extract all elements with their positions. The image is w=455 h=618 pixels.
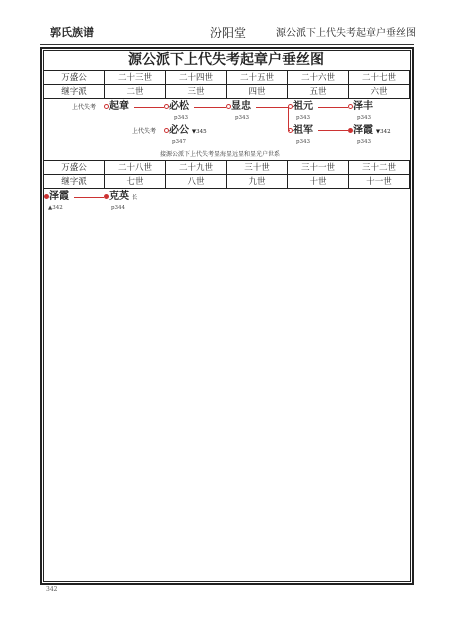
- table-cell: 继字派: [44, 85, 105, 99]
- table-cell: 二十三世: [105, 71, 166, 85]
- prefix-unknown-ancestry: 上代失考: [72, 104, 97, 111]
- tree-node-zefeng: [348, 101, 373, 113]
- page-title: 源公派下上代失考起章户垂丝图: [43, 50, 409, 71]
- node-name: 祖军: [293, 125, 313, 136]
- tree-node-keying: [104, 191, 137, 204]
- table-cell: 八世: [166, 175, 227, 189]
- table-cell: 七世: [105, 175, 166, 189]
- table-cell: 二十七世: [349, 71, 410, 85]
- prefix-unknown-ancestry: 上代失考: [132, 128, 157, 135]
- tree-node-xianzhong: [226, 101, 251, 113]
- table-cell: 二十四世: [166, 71, 227, 85]
- node-name: 必公: [169, 125, 189, 136]
- connector-line: [194, 107, 226, 108]
- table-cell: 六世: [349, 85, 410, 99]
- tree-node-zexia-continued: [44, 191, 69, 203]
- page-ref: p343: [357, 115, 372, 121]
- node-name: 显忠: [231, 101, 251, 112]
- table-row: [44, 161, 410, 175]
- table-row: [44, 175, 410, 189]
- tree-node-zexia: [348, 125, 391, 138]
- table-row: [44, 71, 410, 85]
- connector-line: [318, 107, 348, 108]
- connector-line: [318, 130, 348, 131]
- generation-table-top: [43, 70, 410, 99]
- page-number: 342: [46, 586, 58, 593]
- tree-node-qizhang: [104, 101, 129, 113]
- page-ref: p343: [174, 115, 189, 121]
- cross-ref-mark: ▲342: [48, 205, 63, 211]
- table-cell: 继字派: [44, 175, 105, 189]
- table-row: [44, 85, 410, 99]
- tree-node-bigong: [164, 125, 207, 138]
- header-chart-name: 源公派下上代失考起章户垂丝图: [276, 28, 416, 39]
- table-cell: 九世: [227, 175, 288, 189]
- connector-line: [74, 197, 104, 198]
- page-ref: p343: [235, 115, 250, 121]
- table-cell: 四世: [227, 85, 288, 99]
- generation-table-bottom: [43, 160, 410, 189]
- table-cell: 五世: [288, 85, 349, 99]
- header-genealogy-title: 郭氏族谱: [50, 26, 94, 39]
- header-divider: [40, 44, 414, 45]
- node-suffix: 长: [131, 195, 138, 201]
- header-hall-name: 汾阳堂: [210, 26, 247, 40]
- table-cell: 三十一世: [288, 161, 349, 175]
- lineage-note: 接源公派下上代失考显海显远显和显光户世系: [160, 151, 281, 158]
- tree-node-zujun: [288, 125, 313, 137]
- page-ref: p347: [172, 139, 187, 145]
- table-cell: 二十六世: [288, 71, 349, 85]
- table-cell: 十一世: [349, 175, 410, 189]
- connector-line: [256, 107, 288, 108]
- table-cell: 万盛公: [44, 71, 105, 85]
- node-name: 泽丰: [353, 101, 373, 112]
- table-cell: 二十八世: [105, 161, 166, 175]
- table-cell: 二十五世: [227, 71, 288, 85]
- cross-ref-mark: ▼342: [375, 129, 391, 135]
- page-ref: p343: [296, 115, 311, 121]
- node-name: 起章: [109, 101, 129, 112]
- tree-node-zuyuan: [288, 101, 313, 113]
- table-cell: 三十二世: [349, 161, 410, 175]
- table-cell: 二十九世: [166, 161, 227, 175]
- node-name: 泽霞: [49, 191, 69, 202]
- page-ref: p343: [357, 139, 372, 145]
- node-name: 克英: [109, 191, 129, 202]
- node-name: 祖元: [293, 101, 313, 112]
- table-cell: 万盛公: [44, 161, 105, 175]
- table-cell: 二世: [105, 85, 166, 99]
- table-cell: 三世: [166, 85, 227, 99]
- tree-node-bisong: [164, 101, 189, 113]
- page-ref: p344: [111, 205, 126, 211]
- connector-line: [134, 107, 164, 108]
- node-name: 必松: [169, 101, 189, 112]
- cross-ref-mark: ▼345: [191, 129, 207, 135]
- table-cell: 十世: [288, 175, 349, 189]
- table-cell: 三十世: [227, 161, 288, 175]
- node-name: 泽霞: [353, 125, 373, 136]
- page-ref: p343: [296, 139, 311, 145]
